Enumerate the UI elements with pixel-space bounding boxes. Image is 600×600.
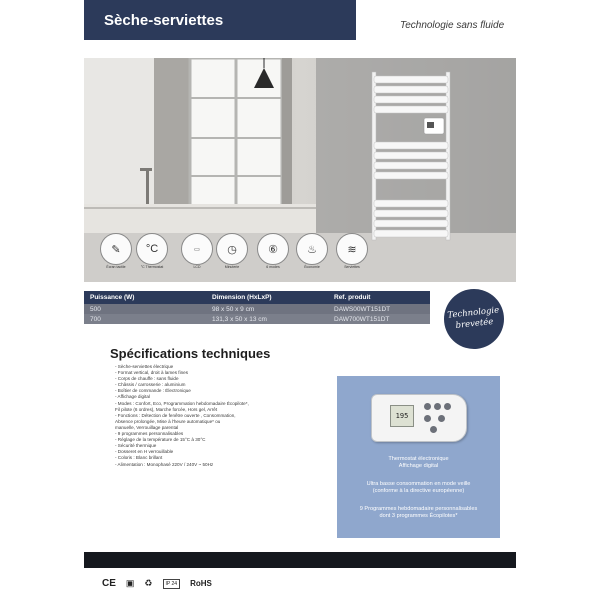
lcd-display-icon: ▭ LCD [181,233,213,265]
feature-label: Minuterie [224,265,240,269]
product-photo [84,58,516,282]
table-row [84,304,430,314]
control-button-icon [434,403,441,410]
column-header: Ref. produit [328,291,430,304]
feature-label: Serviettes [344,265,360,269]
control-button-icon [424,403,431,410]
class-ii-icon: ▣ [125,578,135,588]
list-item: - Châssis / carrosserie : aluminium [115,382,186,388]
thermostat-feature-panel [337,376,500,538]
product-spec-table [84,291,430,324]
column-header: Puissance (W) [84,291,206,304]
feature-label: Écran tactile [106,265,126,269]
control-button-icon [430,426,437,433]
touch-icon: ✎ Écran tactile [100,233,132,265]
list-item: - Corps de chauffe : sans fluide [115,376,179,382]
panel-text-ecopilote: dont 3 programmes Écopilotes* [379,513,458,519]
ce-mark-icon: CE [102,578,116,589]
panel-text-programs: 9 Programmes hebdomadaire personnalisables [359,506,478,512]
table-cell: DAWS00WT151DT [328,304,430,314]
table-cell: 98 x 50 x 9 cm [206,304,328,314]
list-item: - Dosseret en H verrouillable [115,449,174,455]
control-button-icon [424,415,431,422]
feature-label: Économie [304,265,320,269]
thermometer-icon: °C °C Thermostat [136,233,168,265]
rohs-logo: RoHS [190,579,212,588]
piggy-bank-icon: ♨ Économie [296,233,328,265]
feature-label: LCD [193,265,201,269]
list-item: Fil pilote (6 ordres), Marche forcée, Hors gel, Arrêt [115,406,218,412]
column-header: Dimension (HxLxP) [206,291,328,304]
patented-technology-badge [441,286,507,352]
list-item: - Sèche-serviettes électrique [115,364,174,369]
list-item: - Réglage de la température de 15°C à 30°C [115,437,206,443]
table-cell: DAW700WT151DT [328,314,430,324]
list-item: - Coloris : Blanc brillant [115,455,163,461]
list-item: - Format vertical, droit à lames fines [115,370,189,376]
feature-label: °C Thermostat [140,265,164,269]
control-button-icon [438,415,445,422]
list-item: - Modes : Confort, Eco, Programmation hebdomadaire Écopilote*, [115,400,249,406]
table-cell: 700 [84,314,206,324]
specs-list [115,364,345,468]
footer-bar [84,552,516,568]
panel-text-display: Affichage digital [398,463,439,469]
header-tagline: Technologie sans fluide [400,20,505,31]
towel-icon: ≋ Serviettes [336,233,368,265]
panel-text-thermostat: Thermostat électronique [388,456,449,462]
list-item: manuelle, Verrouillage parental [115,424,179,430]
list-item: Absence prolongée, Mise à l'heure automatique* ou [115,418,221,424]
page-title: Sèche-serviettes [104,12,224,29]
certification-logos [102,578,212,589]
badge-line-1: Technologie [447,305,500,322]
list-item: - Sécurité thermique [115,443,157,449]
table-header-row [84,291,430,304]
feature-icon-row [84,233,516,273]
control-button-icon [444,403,451,410]
badge-line-2: brevetée [455,317,494,331]
list-item: - Affichage digital [115,394,150,400]
table-row [84,314,430,324]
thermostat-device-illustration [371,394,467,442]
panel-text-directive: (conforme à la directive européenne) [372,488,465,494]
list-item: - Boîtier de commande : Électronique [115,388,191,394]
table-cell: 500 [84,304,206,314]
panel-text-consumption: Ultra basse consommation en mode veille [366,481,471,487]
weee-bin-icon: ♻ [144,578,153,588]
ip-rating-badge: IP 24 [163,579,181,589]
feature-label: 6 modes [266,265,280,269]
list-item: - Fonctions : Détection de fenêtre ouverte , Consommation, [115,412,236,418]
list-item: - 9 programmes personnalisables [115,431,184,437]
list-item: - Alimentation : Monophasé 220V / 240V ~ 50Hz [115,461,214,467]
specs-heading: Spécifications techniques [110,346,271,361]
timer-icon: ◷ Minuterie [216,233,248,265]
thermostat-lcd: 195 [390,405,414,427]
towel-radiator-illustration [372,72,450,240]
program-6-icon: ⑥ 6 modes [257,233,289,265]
table-cell: 131,3 x 50 x 13 cm [206,314,328,324]
